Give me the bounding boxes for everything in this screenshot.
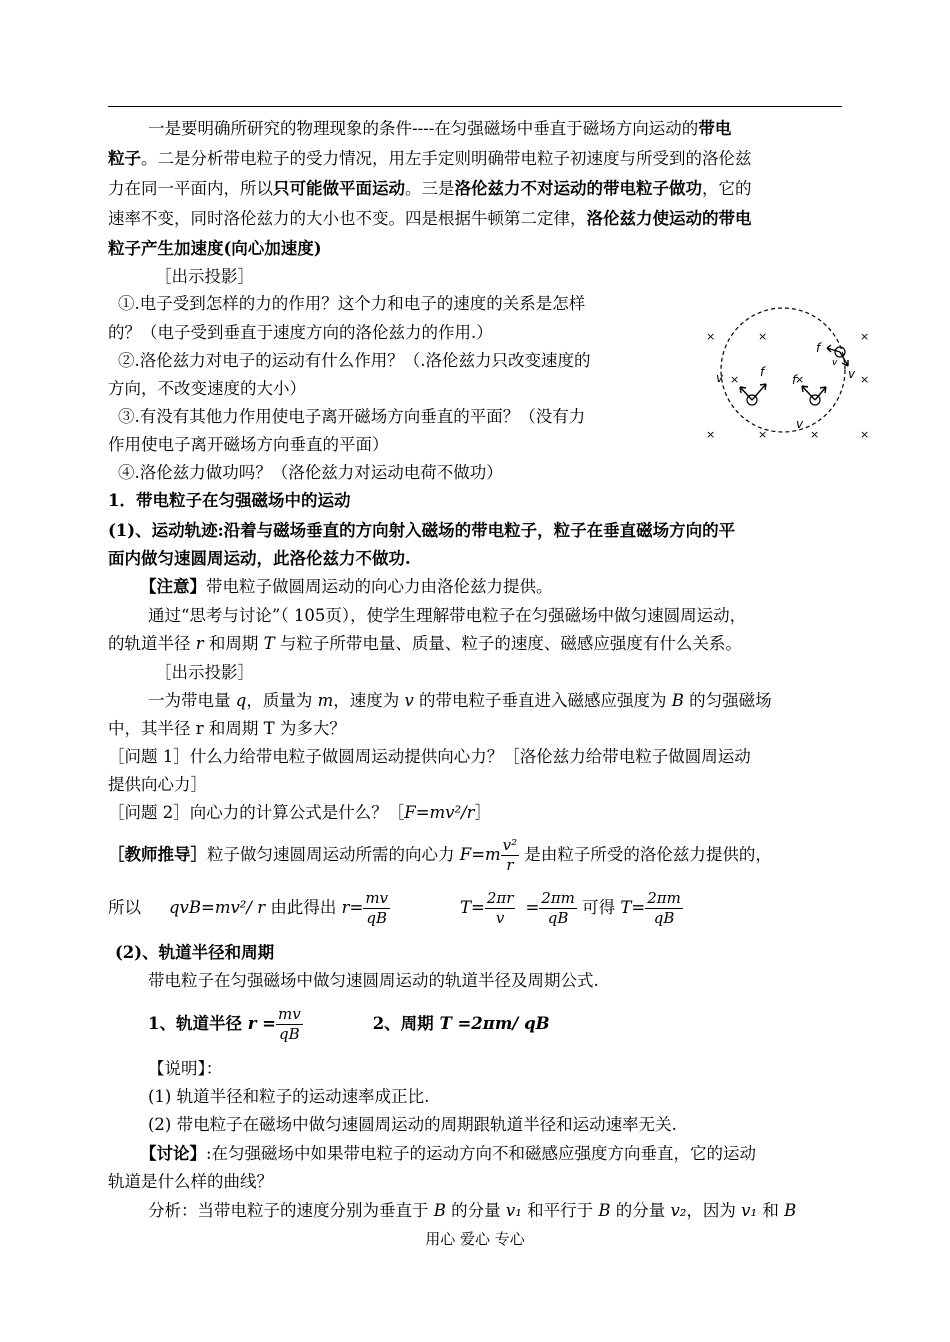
problem-line1: 一为带电量 q，质量为 m，速度为 v 的带电粒子垂直进入磁感应强度为 B 的匀强磁场	[148, 691, 772, 710]
analysis-line: 分析：当带电粒子的速度分别为垂直于 B 的分量 v₁ 和平行于 B 的分量 v₂，因为 v₁ 和 B	[148, 1201, 797, 1220]
fraction-v2-over-r: $\frac{\text{v²}}{r}$	[502, 836, 518, 874]
fraction-r: $\frac{mv}{qB}$	[365, 889, 389, 927]
magnetic-field-figure	[700, 290, 875, 450]
section-radius-period: (2)、轨道半径和周期	[115, 943, 275, 962]
velocity-label: v	[832, 358, 838, 368]
force-label: f	[760, 365, 765, 379]
field-cross: ×	[730, 373, 740, 386]
trajectory-line1: (1)、运动轨迹:沿着与磁场垂直的方向射入磁场的带电粒子，粒子在垂直磁场方向的平	[108, 521, 736, 540]
question-1a: ①.电子受到怎样的力的作用？这个力和电子的速度的关系是怎样	[118, 294, 586, 313]
velocity-label: v	[796, 417, 804, 431]
question-problem-1: ［问题 1］什么力给带电粒子做圆周运动提供向心力？［洛伦兹力给带电粒子做圆周运动	[108, 747, 751, 766]
trajectory-line2: 面内做匀速圆周运动，此洛伦兹力不做功.	[108, 549, 411, 568]
formula-line: 1、轨道半径 r = $\frac{mv}{qB}$ 2、周期 T =2πm/ qB	[148, 1005, 550, 1043]
field-cross: ×	[758, 330, 768, 343]
show-projection-1: ［出示投影］	[155, 267, 254, 286]
question-4: ④.洛伦兹力做功吗？（洛伦兹力对运动电荷不做功）	[118, 463, 503, 482]
field-cross: ×	[706, 428, 716, 441]
derivation-result: 所以 qvB=mv²/ r 由此得出 r= $\frac{mv}{qB}$ T= $\frac{2\pi r}{v}$ = $\frac{2\pi m}{qB}$ 可得 T= $\frac{2\pi m}{qB}$	[108, 889, 681, 927]
force-label: f	[792, 373, 797, 387]
explanation-2: (2) 带电粒子在磁场中做匀速圆周运动的周期跟轨道半径和运动速率无关.	[148, 1115, 677, 1134]
question-3a: ③.有没有其他力作用使电子离开磁场方向垂直的平面？（没有力	[118, 407, 586, 426]
field-cross: ×	[860, 428, 870, 441]
fraction-T-result: $\frac{2\pi m}{qB}$	[647, 889, 681, 927]
field-cross: ×	[860, 373, 870, 386]
header-rule	[108, 106, 842, 107]
discussion-line1: 【讨论】:在匀强磁场中如果带电粒子的运动方向不和磁感应强度方向垂直，它的运动	[140, 1144, 757, 1163]
problem-line2: 中，其半径 r 和周期 T 为多大？	[108, 719, 346, 738]
think-line2: 的轨道半径 r 和周期 T 与粒子所带电量、质量、粒子的速度、磁感应强度有什么关系。	[108, 634, 742, 653]
show-projection-2: ［出示投影］	[155, 663, 254, 682]
para1-line1: 一是要明确所研究的物理现象的条件----在匀强磁场中垂直于磁场方向运动的带电	[148, 119, 732, 138]
question-1b: 的？（电子受到垂直于速度方向的洛伦兹力的作用.）	[108, 323, 493, 342]
field-cross: ×	[758, 428, 768, 441]
think-line1: 通过“思考与讨论”（ 105页），使学生理解带电粒子在匀强磁场中做匀速圆周运动，	[148, 606, 747, 625]
discussion-line2: 轨道是什么样的曲线？	[108, 1172, 273, 1191]
field-cross: ×	[706, 330, 716, 343]
question-2b: 方向，不改变速度的大小）	[108, 379, 306, 398]
field-cross: ×	[860, 330, 870, 343]
fraction-radius: $\frac{mv}{qB}$	[278, 1005, 301, 1043]
teacher-derivation: ［教师推导］粒子做匀速圆周运动所需的向心力 F=m $\frac{\text{v²}}{r}$ 是由粒子所受的洛伦兹力提供的，	[108, 836, 772, 874]
section-heading-1: 1．带电粒子在匀强磁场中的运动	[108, 491, 351, 510]
question-problem-2: ［问题 2］向心力的计算公式是什么？［F=mv²/r］	[108, 803, 492, 822]
question-problem-1b: 提供向心力］	[108, 775, 207, 794]
explanation-tag: 【说明】：	[148, 1059, 223, 1078]
fraction-T-qB: $\frac{2\pi m}{qB}$	[541, 889, 575, 927]
question-3b: 作用使电子离开磁场方向垂直的平面）	[108, 435, 389, 454]
formula-desc: 带电粒子在匀强磁场中做匀速圆周运动的轨道半径及周期公式.	[148, 971, 599, 990]
field-cross: ×	[810, 428, 820, 441]
note-line: 【注意】带电粒子做圆周运动的向心力由洛伦兹力提供。	[140, 577, 553, 596]
fraction-T-v: $\frac{2\pi r}{v}$	[486, 889, 514, 927]
explanation-1: (1) 轨道半径和粒子的运动速率成正比.	[148, 1087, 430, 1106]
page-footer: 用心 爱心 专心	[425, 1230, 525, 1248]
question-2a: ②.洛伦兹力对电子的运动有什么作用？（.洛伦兹力只改变速度的	[118, 351, 591, 370]
field-cross: ×	[795, 373, 805, 386]
para1-line2: 粒子。二是分析带电粒子的受力情况，用左手定则明确带电粒子初速度与所受到的洛伦兹	[108, 149, 752, 168]
velocity-label: v	[848, 367, 856, 381]
circular-orbit	[721, 308, 845, 432]
velocity-label: v	[716, 371, 724, 385]
para1-line5: 粒子产生加速度(向心加速度)	[108, 239, 322, 258]
para1-line3: 力在同一平面内，所以只可能做平面运动。三是洛伦兹力不对运动的带电粒子做功，它的	[108, 179, 752, 198]
para1-line4: 速率不变，同时洛伦兹力的大小也不变。四是根据牛顿第二定律，洛伦兹力使运动的带电	[108, 209, 752, 228]
force-label: f	[816, 341, 821, 355]
